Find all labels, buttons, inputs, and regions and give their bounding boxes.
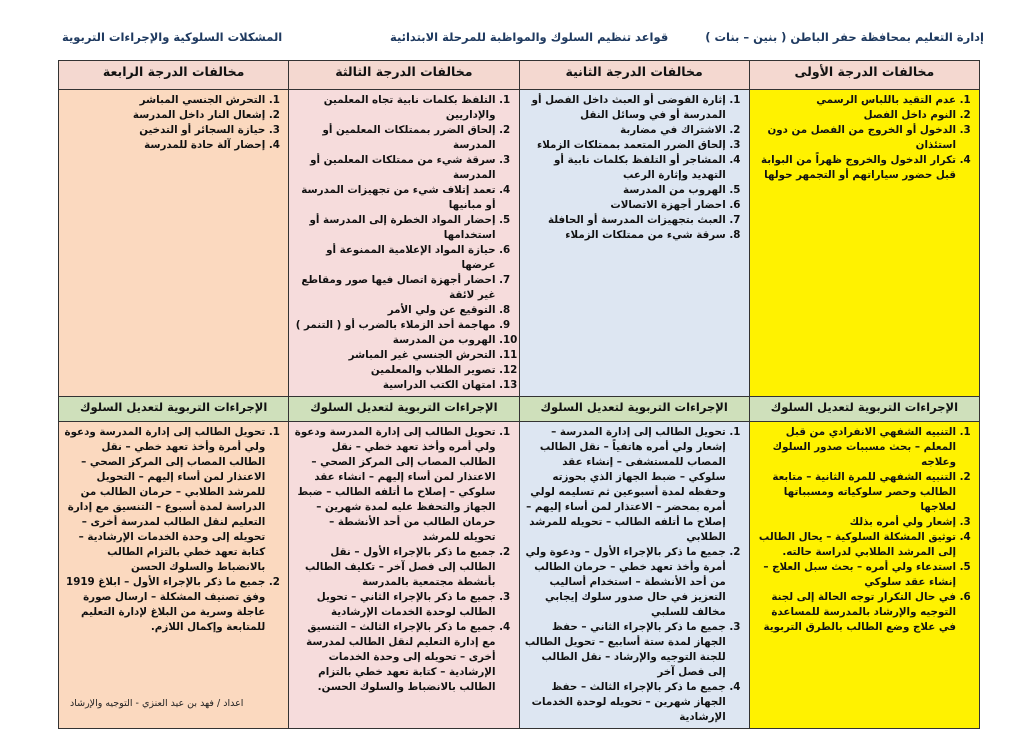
- list-item: 6. في حال التكرار توجه الحالة إلى لجنة التوجيه والإرشاد بالمدرسة للمساعدة في علاج وضع الطالب بالطرق التربوية: [755, 590, 956, 635]
- list-item: 3. جميع ما ذكر بالإجراء الثاني – حفظ الجهاز لمدة ستة أسابيع – تحويل الطالب للجنة التوجيه والإرشاد – نقل الطالب إلى فصل آخر: [525, 620, 726, 680]
- header-directorate: إدارة التعليم بمحافظة حفر الباطن ( بنين – بنات ): [705, 30, 984, 44]
- list-item: 4. توثيق المشكلة السلوكية – يحال الطالب إلى المرشد الطلابي لدراسة حالته.: [755, 530, 956, 560]
- list-item: 8. سرقة شيء من ممتلكات الزملاء: [525, 228, 726, 243]
- list-item: 1. تحويل الطالب إلى إدارة المدرسة ودعوة ولي أمرة وأخذ تعهد خطي – نقل الطالب المصاب إلى المركز الصحي – الاعتذار لمن أساء إليهم – التحويل للمرشد الطلابي – حرمان الطالب من الدراسة لمدة أسبوع – التنسيق مع إدارة التعليم لنقل الطالب لمدرسة أخرى – تحويله إلى وحدة الخدمات الإرشادية – كتابة تعهد خطي بالتزام الطالب بالانضباط والسلوك الحسن: [64, 425, 265, 575]
- list-item: 4. تعمد إتلاف شيء من تجهيزات المدرسة أو مبانيها: [294, 183, 495, 213]
- header-subtitle: المشكلات السلوكية والإجراءات التربوية: [62, 30, 283, 44]
- list-item: 4. جميع ما ذكر بالإجراء الثالث – التنسيق مع إدارة التعليم لنقل الطالب لمدرسة أخرى – تحويله إلى وحدة الخدمات الإرشادية – كتابة تعهد خطي بالتزام الطالب بالانضباط والسلوك الحسن.: [294, 620, 495, 695]
- header-degree-1: مخالفات الدرجة الأولى: [749, 61, 979, 90]
- list-item: 4. جميع ما ذكر بالإجراء الثالث – حفظ الجهاز شهرين – تحويله لوحدة الخدمات الإرشادية: [525, 680, 726, 725]
- list-item: 8. التوقيع عن ولي الأمر: [294, 303, 495, 318]
- item-list: [755, 93, 974, 183]
- list-item: 3. سرقة شيء من ممتلكات المعلمين أو المدرسة: [294, 153, 495, 183]
- list-item: 2. جميع ما ذكر بالإجراء الأول – ودعوة ولي أمرة وأخذ تعهد خطي – حرمان الطالب من أحد الأنشطة – استخدام أساليب التعزيز في حال صدور سلوك إيجابي مخالف للسلبي: [525, 545, 726, 620]
- behavior-rules-table: [58, 60, 980, 729]
- list-item: 4. المشاجر أو التلفظ بكلمات نابية أو التهديد وإثارة الرعب: [525, 153, 726, 183]
- list-item: 7. احضار أجهزة اتصال فيها صور ومقاطع غير لائقة: [294, 273, 495, 303]
- actions-header-row: [59, 397, 980, 422]
- list-item: 9. مهاجمة أحد الزملاء بالضرب أو ( التنمر ): [294, 318, 495, 333]
- list-item: 12. تصوير الطلاب والمعلمين: [294, 363, 495, 378]
- violations-header-row: [59, 61, 980, 90]
- header-degree-4: مخالفات الدرجة الرابعة: [59, 61, 289, 90]
- item-list: [294, 425, 513, 695]
- item-list: [525, 425, 744, 725]
- item-list: [294, 93, 513, 393]
- actions-header-3: الإجراءات التربوية لتعديل السلوك: [289, 397, 519, 422]
- list-item: 10. الهروب من المدرسة: [294, 333, 495, 348]
- actions-degree-2: [519, 422, 749, 729]
- item-list: [64, 93, 283, 153]
- list-item: 13. امتهان الكتب الدراسية: [294, 378, 495, 393]
- header-degree-3: مخالفات الدرجة الثالثة: [289, 61, 519, 90]
- list-item: 1. إثارة الفوضى أو العبث داخل الفصل أو المدرسة أو في وسائل النقل: [525, 93, 726, 123]
- list-item: 6. احضار أجهزة الاتصالات: [525, 198, 726, 213]
- list-item: 6. حيازة المواد الإعلامية الممنوعة أو عرضها: [294, 243, 495, 273]
- list-item: 3. حيازة السجائر أو التدخين: [64, 123, 265, 138]
- actions-degree-1: [749, 422, 979, 729]
- list-item: 3. جميع ما ذكر بالإجراء الثاني – تحويل الطالب لوحدة الخدمات الإرشادية: [294, 590, 495, 620]
- actions-degree-4: [59, 422, 289, 729]
- footer-credit: اعداد / فهد بن عيد العنزي - التوجيه والإرشاد: [70, 698, 244, 709]
- list-item: 2. النوم داخل الفصل: [755, 108, 956, 123]
- list-item: 1. التحرش الجنسي المباشر: [64, 93, 265, 108]
- violations-degree-4: [59, 90, 289, 397]
- header-degree-2: مخالفات الدرجة الثانية: [519, 61, 749, 90]
- list-item: 1. التنبيه الشفهي الانفرادي من قبل المعلم – بحث مسببات صدور السلوك وعلاجه: [755, 425, 956, 470]
- list-item: 4. تكرار الدخول والخروج ظهراً من البوابة قبل حضور سياراتهم أو التجمهر حولها: [755, 153, 956, 183]
- actions-header-1: الإجراءات التربوية لتعديل السلوك: [749, 397, 979, 422]
- item-list: [755, 425, 974, 635]
- list-item: 1. التلفظ بكلمات نابية تجاه المعلمين والإداريين: [294, 93, 495, 123]
- list-item: 2. إشعال النار داخل المدرسة: [64, 108, 265, 123]
- header-title: قواعد تنظيم السلوك والمواظبة للمرحلة الابتدائية: [390, 30, 669, 44]
- list-item: 5. إحضار المواد الخطرة إلى المدرسة أو استخدامها: [294, 213, 495, 243]
- item-list: [525, 93, 744, 243]
- violations-degree-2: [519, 90, 749, 397]
- actions-row: [59, 422, 980, 729]
- violations-degree-3: [289, 90, 519, 397]
- list-item: 11. التحرش الجنسي غير المباشر: [294, 348, 495, 363]
- list-item: 2. الاشتراك في مضاربة: [525, 123, 726, 138]
- list-item: 2. جميع ما ذكر بالإجراء الأول – ابلاغ 1919 وفق تصنيف المشكلة – ارسال صورة عاجلة وسرية من البلاغ لإدارة التعليم للمتابعة وإكمال اللازم.: [64, 575, 265, 635]
- list-item: 3. إشعار ولي أمره بذلك: [755, 515, 956, 530]
- list-item: 5. استدعاء ولي أمره – بحث سبل العلاج – إنشاء عقد سلوكي: [755, 560, 956, 590]
- actions-header-2: الإجراءات التربوية لتعديل السلوك: [519, 397, 749, 422]
- list-item: 2. التنبيه الشفهي للمرة الثانية – متابعة الطالب وحصر سلوكياته ومسبباتها لعلاجها: [755, 470, 956, 515]
- list-item: 3. الدخول أو الخروج من الفصل من دون استئذان: [755, 123, 956, 153]
- violations-degree-1: [749, 90, 979, 397]
- list-item: 1. عدم التقيد باللباس الرسمي: [755, 93, 956, 108]
- list-item: 3. إلحاق الضرر المتعمد بممتلكات الزملاء: [525, 138, 726, 153]
- list-item: 1. تحويل الطالب إلى إدارة المدرسة ودعوة ولي أمره وأخذ تعهد خطي – نقل الطالب المصاب إلى المركز الصحي – الاعتذار لمن أساء إليهم – انشاء عقد سلوكي – إصلاح ما أتلفه الطالب – ضبط الجهاز والتحفظ عليه لمدة شهرين – حرمان الطالب من أحد الأنشطة – تحويله للمرشد: [294, 425, 495, 545]
- actions-header-4: الإجراءات التربوية لتعديل السلوك: [59, 397, 289, 422]
- list-item: 2. إلحاق الضرر بممتلكات المعلمين أو المدرسة: [294, 123, 495, 153]
- list-item: 5. الهروب من المدرسة: [525, 183, 726, 198]
- list-item: 2. جميع ما ذكر بالإجراء الأول – نقل الطالب إلى فصل آخر – تكليف الطالب بأنشطة مجتمعية بالمدرسة: [294, 545, 495, 590]
- item-list: [64, 425, 283, 635]
- list-item: 7. العبث بتجهيزات المدرسة أو الحافلة: [525, 213, 726, 228]
- actions-degree-3: [289, 422, 519, 729]
- list-item: 1. تحويل الطالب إلى إدارة المدرسة – إشعار ولي أمره هاتفياً – نقل الطالب المصاب للمستشفى – إنشاء عقد سلوكي – ضبط الجهاز الذي بحوزته وحفظه لمدة أسبوعين ثم تسليمه لولي أمره بمحضر – الاعتذار لمن أساء إليهم – إصلاح ما أتلفه الطالب – تحويله للمرشد الطلابي: [525, 425, 726, 545]
- violations-row: [59, 90, 980, 397]
- list-item: 4. إحضار آلة حادة للمدرسة: [64, 138, 265, 153]
